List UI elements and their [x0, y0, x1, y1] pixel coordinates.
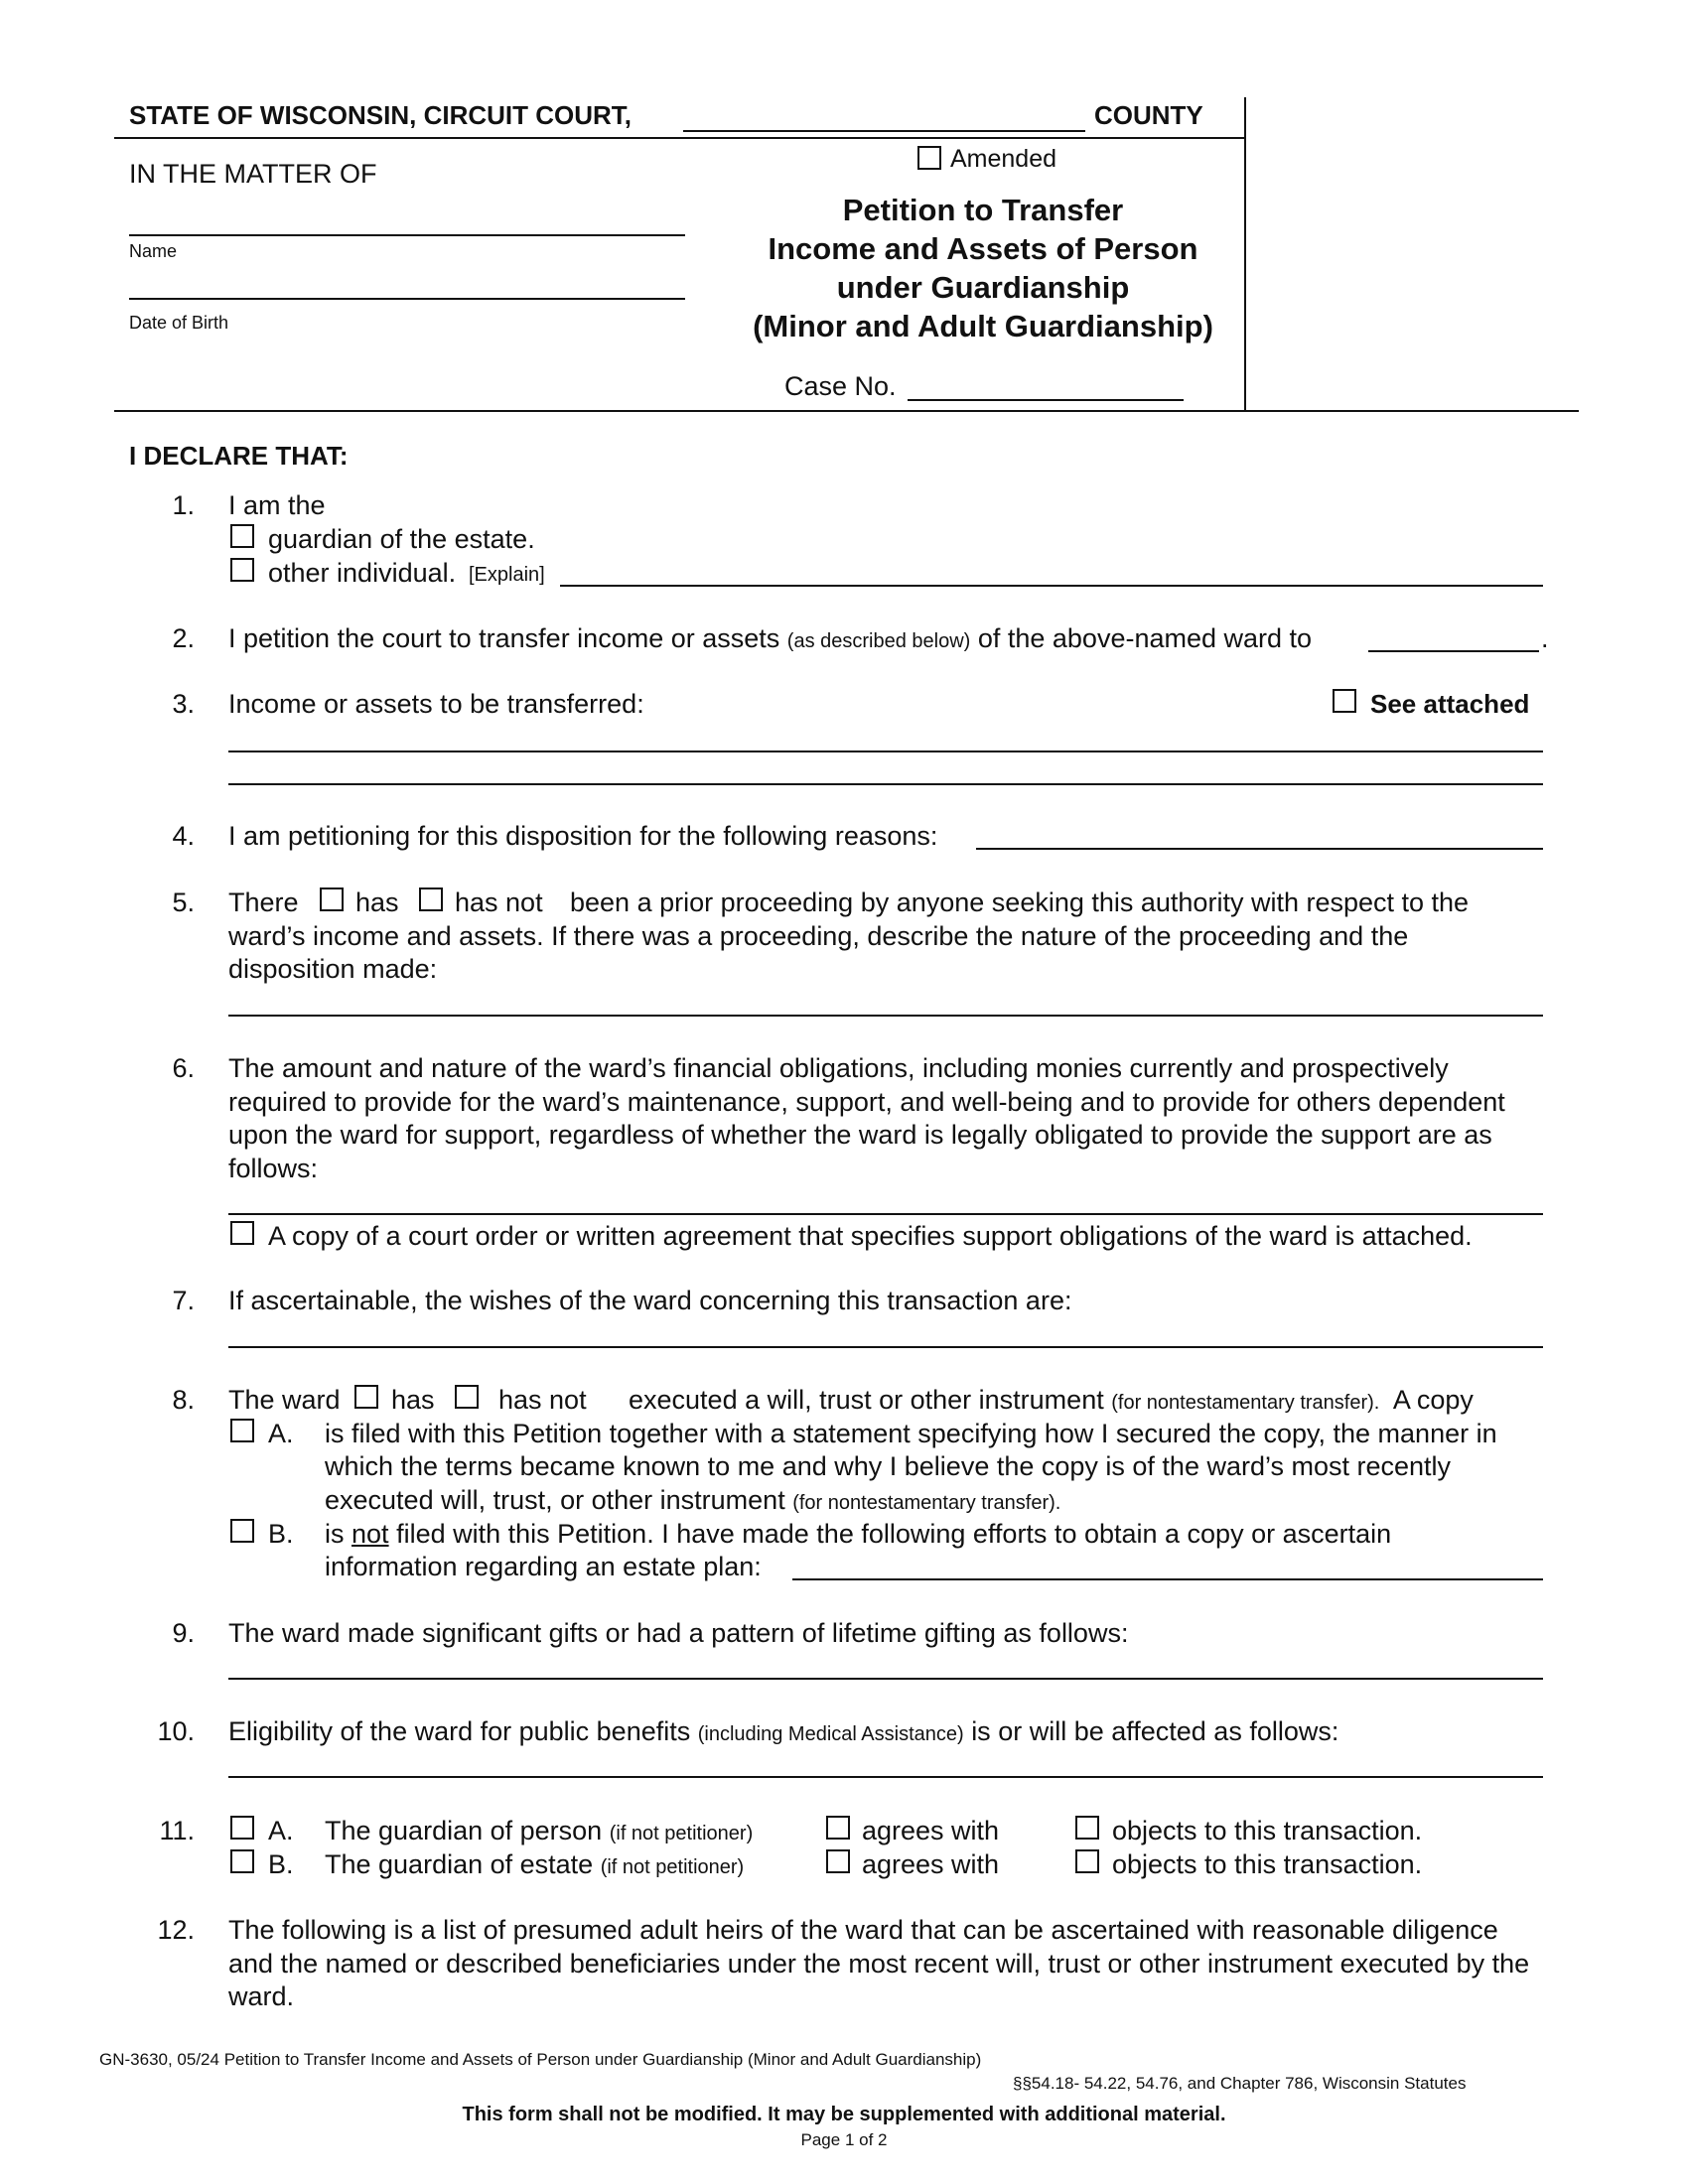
item2-post: of the above-named ward to: [977, 623, 1313, 653]
title-line-1: Petition to Transfer: [842, 193, 1124, 227]
case-no-field[interactable]: [908, 399, 1184, 401]
item10-pre: Eligibility of the ward for public benefits: [228, 1716, 691, 1746]
item2-end: .: [1541, 623, 1549, 653]
item4-text: I am petitioning for this disposition for the following reasons:: [228, 821, 938, 851]
name-label: Name: [129, 241, 178, 261]
item6-line2: required to provide for the ward’s maintenance, support, and well-being and to provide for others dependent: [228, 1087, 1505, 1117]
court-label: STATE OF WISCONSIN, CIRCUIT COURT,: [129, 100, 633, 130]
item11-a-main: The guardian of person: [325, 1816, 603, 1845]
item6-line1: The amount and nature of the ward’s financial obligations, including monies currently and prospectively: [228, 1053, 1449, 1083]
amended-checkbox[interactable]: [917, 146, 941, 170]
benefits-field[interactable]: [228, 1776, 1543, 1778]
dob-label: Date of Birth: [129, 313, 229, 333]
item8-executed: [629, 1387, 1474, 1414]
item6-line4: follows:: [228, 1154, 319, 1183]
header-bottom-rule: [114, 410, 1579, 412]
wishes-field[interactable]: [228, 1346, 1543, 1348]
item3-text: Income or assets to be transferred:: [228, 689, 644, 719]
item-number: 5.: [172, 887, 195, 917]
item-number: 12.: [157, 1915, 195, 1945]
title-line-4: (Minor and Adult Guardianship): [753, 309, 1213, 343]
item-number: 11.: [159, 1816, 195, 1845]
item11-b-text: [325, 1851, 744, 1878]
item8-executed-text: executed a will, trust or other instrument: [629, 1385, 1104, 1415]
will-has-not-checkbox[interactable]: [455, 1385, 479, 1409]
footer-page-number: Page 1 of 2: [800, 2130, 888, 2149]
name-field[interactable]: [129, 234, 685, 236]
see-attached-label: See attached: [1370, 689, 1530, 719]
item8-small: (for nontestamentary transfer).: [1111, 1392, 1380, 1414]
item8-b-line2: information regarding an estate plan:: [325, 1552, 762, 1581]
header-rule: [114, 137, 1244, 139]
item8-a-line3: [325, 1487, 1060, 1514]
prior-has-not-label: has not: [455, 887, 543, 917]
title-line-2: Income and Assets of Person: [768, 231, 1198, 266]
item8-b-label: B.: [268, 1519, 294, 1549]
estate-objects-checkbox[interactable]: [1075, 1849, 1099, 1873]
item8-the-ward: The ward: [228, 1385, 341, 1415]
guardian-estate-checkbox[interactable]: [230, 524, 254, 548]
footer-notice: This form shall not be modified. It may be supplemented with additional material.: [462, 2104, 1226, 2125]
title-line-3: under Guardianship: [836, 270, 1130, 305]
matter-label: IN THE MATTER OF: [129, 159, 377, 189]
reasons-field[interactable]: [976, 848, 1543, 850]
item8-b-rest: filed with this Petition. I have made the following efforts to obtain a copy or ascertain: [396, 1519, 1392, 1549]
item-number: 3.: [172, 689, 195, 719]
item11-b-small: (if not petitioner): [600, 1856, 745, 1878]
estate-agrees-checkbox[interactable]: [826, 1849, 850, 1873]
prior-has-checkbox[interactable]: [320, 887, 344, 911]
county-label: COUNTY: [1094, 100, 1203, 130]
obligations-field[interactable]: [228, 1213, 1543, 1215]
item-number: 2.: [172, 623, 195, 653]
will-not-filed-checkbox[interactable]: [230, 1519, 254, 1543]
item11-b-main: The guardian of estate: [325, 1849, 594, 1879]
header-divider: [1244, 97, 1246, 411]
guardian-person-checkbox[interactable]: [230, 1816, 254, 1840]
item10-text: [228, 1718, 1338, 1745]
case-no-label: Case No.: [784, 371, 897, 401]
item1-intro: I am the: [228, 490, 326, 520]
gifts-field[interactable]: [228, 1678, 1543, 1680]
explain-label: [Explain]: [469, 564, 545, 586]
will-has-checkbox[interactable]: [354, 1385, 378, 1409]
footer-statutes: §§54.18- 54.22, 54.76, and Chapter 786, Wisconsin Statutes: [1013, 2074, 1467, 2093]
item11-b-label: B.: [268, 1849, 294, 1879]
person-objects-checkbox[interactable]: [1075, 1816, 1099, 1840]
other-individual-checkbox[interactable]: [230, 558, 254, 582]
item5-line3: disposition made:: [228, 954, 438, 984]
declare-heading: I DECLARE THAT:: [129, 441, 349, 471]
will-filed-checkbox[interactable]: [230, 1419, 254, 1442]
item8-b-is: is: [325, 1519, 345, 1549]
item9-text: The ward made significant gifts or had a pattern of lifetime gifting as follows:: [228, 1618, 1129, 1648]
item8-a-line1: is filed with this Petition together with a statement specifying how I secured the copy, the manner in: [325, 1419, 1497, 1448]
will-has-not-label: has not: [498, 1385, 587, 1415]
person-agrees-label: agrees with: [862, 1816, 1000, 1845]
prior-has-label: has: [355, 887, 399, 917]
item10-small: (including Medical Assistance): [697, 1723, 964, 1745]
transfer-to-field[interactable]: [1368, 650, 1539, 652]
person-agrees-checkbox[interactable]: [826, 1816, 850, 1840]
item10-post: is or will be affected as follows:: [971, 1716, 1339, 1746]
estate-agrees-label: agrees with: [862, 1849, 1000, 1879]
item8-a-copy: A copy: [1392, 1385, 1474, 1415]
item12-line3: ward.: [228, 1981, 295, 2011]
item11-a-small: (if not petitioner): [609, 1823, 754, 1844]
guardian-estate-b-checkbox[interactable]: [230, 1849, 254, 1873]
item7-text: If ascertainable, the wishes of the ward concerning this transaction are:: [228, 1286, 1072, 1315]
guardian-estate-label: guardian of the estate.: [268, 524, 535, 554]
item12-line1: The following is a list of presumed adult heirs of the ward that can be ascertained with reasonable diligence: [228, 1915, 1498, 1945]
item8-b-not: not: [352, 1519, 389, 1549]
item5-line2: ward’s income and assets. If there was a proceeding, describe the nature of the proceeding and the: [228, 921, 1409, 951]
item-number: 7.: [172, 1286, 195, 1315]
item11-a-label: A.: [268, 1816, 294, 1845]
item8-a-small: (for nontestamentary transfer).: [792, 1492, 1061, 1514]
dob-field[interactable]: [129, 298, 685, 300]
item-number: 9.: [172, 1618, 195, 1648]
item8-a-line2: which the terms became known to me and why I believe the copy is of the ward’s most recently: [325, 1451, 1452, 1481]
footer-form-id: GN-3630, 05/24 Petition to Transfer Income and Assets of Person under Guardianship (Minor and Adult Guardianship): [99, 2050, 982, 2069]
item8-b-line1: [325, 1521, 1391, 1548]
estate-plan-field[interactable]: [792, 1578, 1543, 1580]
assets-line-2[interactable]: [228, 783, 1543, 785]
item5-there: There: [228, 887, 299, 917]
county-field[interactable]: [683, 130, 1085, 132]
amended-label: Amended: [950, 145, 1057, 173]
will-has-label: has: [391, 1385, 435, 1415]
court-order-label: A copy of a court order or written agreement that specifies support obligations of the ward is attached.: [268, 1221, 1473, 1251]
item6-line3: upon the ward for support, regardless of whether the ward is legally obligated to provide the support are as: [228, 1120, 1492, 1150]
see-attached-checkbox[interactable]: [1333, 689, 1356, 713]
item-number: 4.: [172, 821, 195, 851]
item-number: 1.: [172, 490, 195, 520]
item12-line2: and the named or described beneficiaries under the most recent will, trust or other instrument executed by the: [228, 1949, 1530, 1979]
estate-objects-label: objects to this transaction.: [1112, 1849, 1423, 1879]
item2-small: (as described below): [786, 630, 971, 652]
item-number: 10.: [157, 1716, 195, 1746]
item8-a-label: A.: [268, 1419, 294, 1448]
prior-has-not-checkbox[interactable]: [419, 887, 443, 911]
item5-rest: been a prior proceeding by anyone seeking this authority with respect to the: [570, 887, 1470, 917]
item-number: 8.: [172, 1385, 195, 1415]
person-objects-label: objects to this transaction.: [1112, 1816, 1423, 1845]
assets-line-1[interactable]: [228, 751, 1543, 752]
court-order-checkbox[interactable]: [230, 1221, 254, 1245]
item11-a-text: [325, 1818, 753, 1844]
other-individual-label: other individual.: [268, 558, 457, 588]
explain-field[interactable]: [560, 585, 1543, 587]
item-number: 6.: [172, 1053, 195, 1083]
item2-pre: I petition the court to transfer income or assets: [228, 623, 780, 653]
form-title: [735, 191, 1231, 345]
item8-a-line3-text: executed will, trust, or other instrument: [325, 1485, 785, 1515]
proceeding-field[interactable]: [228, 1015, 1543, 1017]
item2-text: [228, 625, 1312, 652]
